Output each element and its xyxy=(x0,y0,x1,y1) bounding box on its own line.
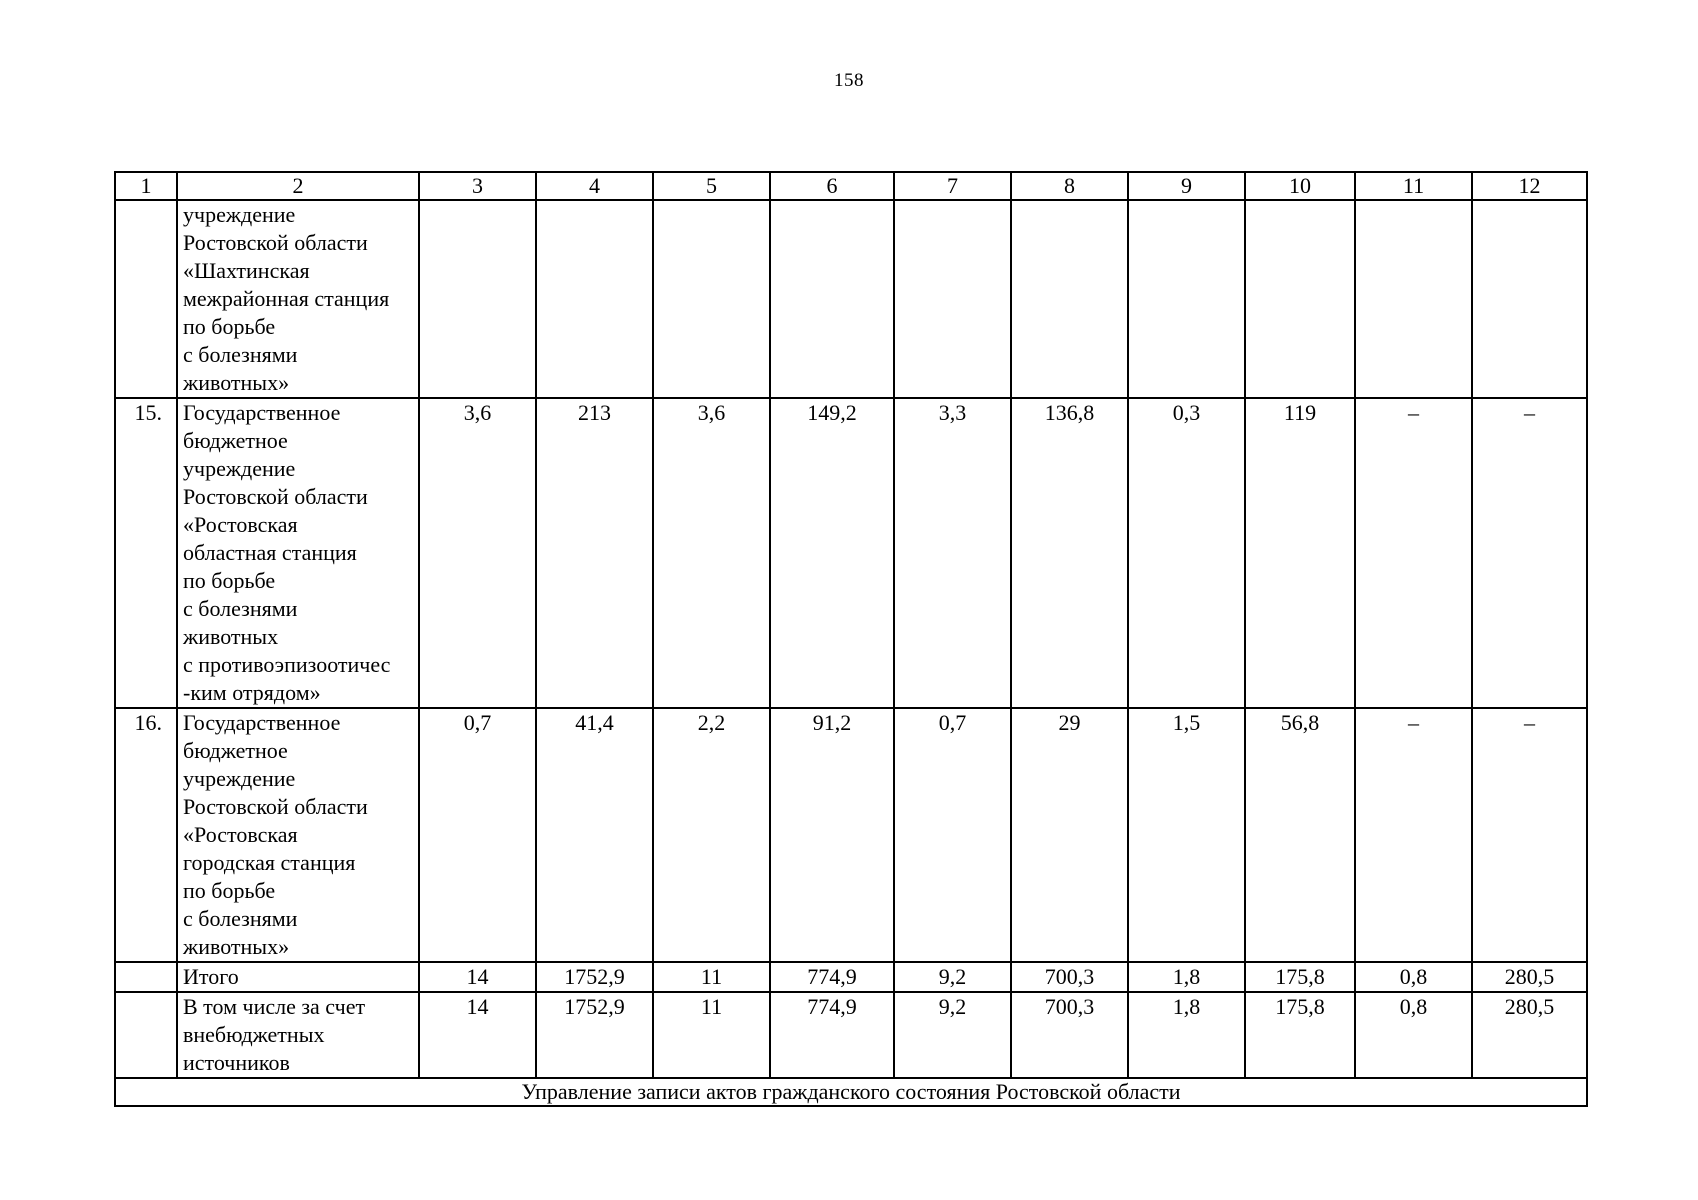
value-cell: 1,8 xyxy=(1128,962,1245,992)
value-cell: – xyxy=(1472,708,1587,962)
value-cell: 1752,9 xyxy=(536,992,653,1078)
total-label: Итого xyxy=(177,962,419,992)
value-cell xyxy=(419,200,536,398)
value-cell: 0,7 xyxy=(894,708,1011,962)
column-number-header: 9 xyxy=(1128,172,1245,200)
value-cell: 1,8 xyxy=(1128,992,1245,1078)
value-cell xyxy=(536,200,653,398)
organization-name: учреждение Ростовской области «Шахтинская межрайонная станция по борьбе с болезнями животных» xyxy=(177,200,419,398)
value-cell: – xyxy=(1472,398,1587,708)
row-number: 16. xyxy=(115,708,177,962)
table-row xyxy=(115,708,1587,962)
column-number-header: 10 xyxy=(1245,172,1355,200)
value-cell: 0,8 xyxy=(1355,962,1472,992)
row-number xyxy=(115,992,177,1078)
value-cell: 3,3 xyxy=(894,398,1011,708)
value-cell: 0,7 xyxy=(419,708,536,962)
table-row xyxy=(115,398,1587,708)
column-number-header: 3 xyxy=(419,172,536,200)
value-cell: 700,3 xyxy=(1011,992,1128,1078)
value-cell xyxy=(1472,200,1587,398)
value-cell: 14 xyxy=(419,992,536,1078)
value-cell: 213 xyxy=(536,398,653,708)
section-row xyxy=(115,1078,1587,1106)
data-table xyxy=(114,171,1588,1107)
column-number-header: 2 xyxy=(177,172,419,200)
column-number-header: 8 xyxy=(1011,172,1128,200)
value-cell: 9,2 xyxy=(894,962,1011,992)
column-number-header: 5 xyxy=(653,172,770,200)
value-cell: 3,6 xyxy=(653,398,770,708)
value-cell xyxy=(1245,200,1355,398)
value-cell: 119 xyxy=(1245,398,1355,708)
value-cell: 175,8 xyxy=(1245,992,1355,1078)
value-cell: 29 xyxy=(1011,708,1128,962)
value-cell: 280,5 xyxy=(1472,992,1587,1078)
value-cell: 280,5 xyxy=(1472,962,1587,992)
organization-name: Государственное бюджетное учреждение Ростовской области «Ростовская городская станция по борьбе с болезнями животных» xyxy=(177,708,419,962)
value-cell xyxy=(1355,200,1472,398)
column-number-header: 1 xyxy=(115,172,177,200)
value-cell: 136,8 xyxy=(1011,398,1128,708)
value-cell: 774,9 xyxy=(770,962,894,992)
column-number-header: 4 xyxy=(536,172,653,200)
column-number-header: 6 xyxy=(770,172,894,200)
value-cell: – xyxy=(1355,708,1472,962)
value-cell: 14 xyxy=(419,962,536,992)
row-number xyxy=(115,962,177,992)
value-cell: 56,8 xyxy=(1245,708,1355,962)
table-row xyxy=(115,200,1587,398)
value-cell xyxy=(1128,200,1245,398)
section-title: Управление записи актов гражданского состояния Ростовской области xyxy=(115,1078,1587,1106)
value-cell: 1,5 xyxy=(1128,708,1245,962)
value-cell: – xyxy=(1355,398,1472,708)
value-cell: 700,3 xyxy=(1011,962,1128,992)
value-cell: 11 xyxy=(653,992,770,1078)
value-cell: 1752,9 xyxy=(536,962,653,992)
value-cell xyxy=(653,200,770,398)
total-row xyxy=(115,962,1587,992)
value-cell xyxy=(894,200,1011,398)
value-cell: 774,9 xyxy=(770,992,894,1078)
value-cell: 9,2 xyxy=(894,992,1011,1078)
value-cell: 0,8 xyxy=(1355,992,1472,1078)
value-cell: 3,6 xyxy=(419,398,536,708)
value-cell xyxy=(1011,200,1128,398)
value-cell: 0,3 xyxy=(1128,398,1245,708)
column-number-header: 12 xyxy=(1472,172,1587,200)
value-cell: 11 xyxy=(653,962,770,992)
column-number-header: 11 xyxy=(1355,172,1472,200)
value-cell: 2,2 xyxy=(653,708,770,962)
value-cell: 149,2 xyxy=(770,398,894,708)
extra-budget-label: В том числе за счет внебюджетных источников xyxy=(177,992,419,1078)
column-number-header-row xyxy=(115,172,1587,200)
row-number xyxy=(115,200,177,398)
page-number: 158 xyxy=(834,70,864,91)
row-number: 15. xyxy=(115,398,177,708)
value-cell xyxy=(770,200,894,398)
value-cell: 41,4 xyxy=(536,708,653,962)
value-cell: 175,8 xyxy=(1245,962,1355,992)
extra-budget-row xyxy=(115,992,1587,1078)
organization-name: Государственное бюджетное учреждение Ростовской области «Ростовская областная станция по борьбе с болезнями животных с противоэпизоотичес -ким отрядом» xyxy=(177,398,419,708)
value-cell: 91,2 xyxy=(770,708,894,962)
column-number-header: 7 xyxy=(894,172,1011,200)
